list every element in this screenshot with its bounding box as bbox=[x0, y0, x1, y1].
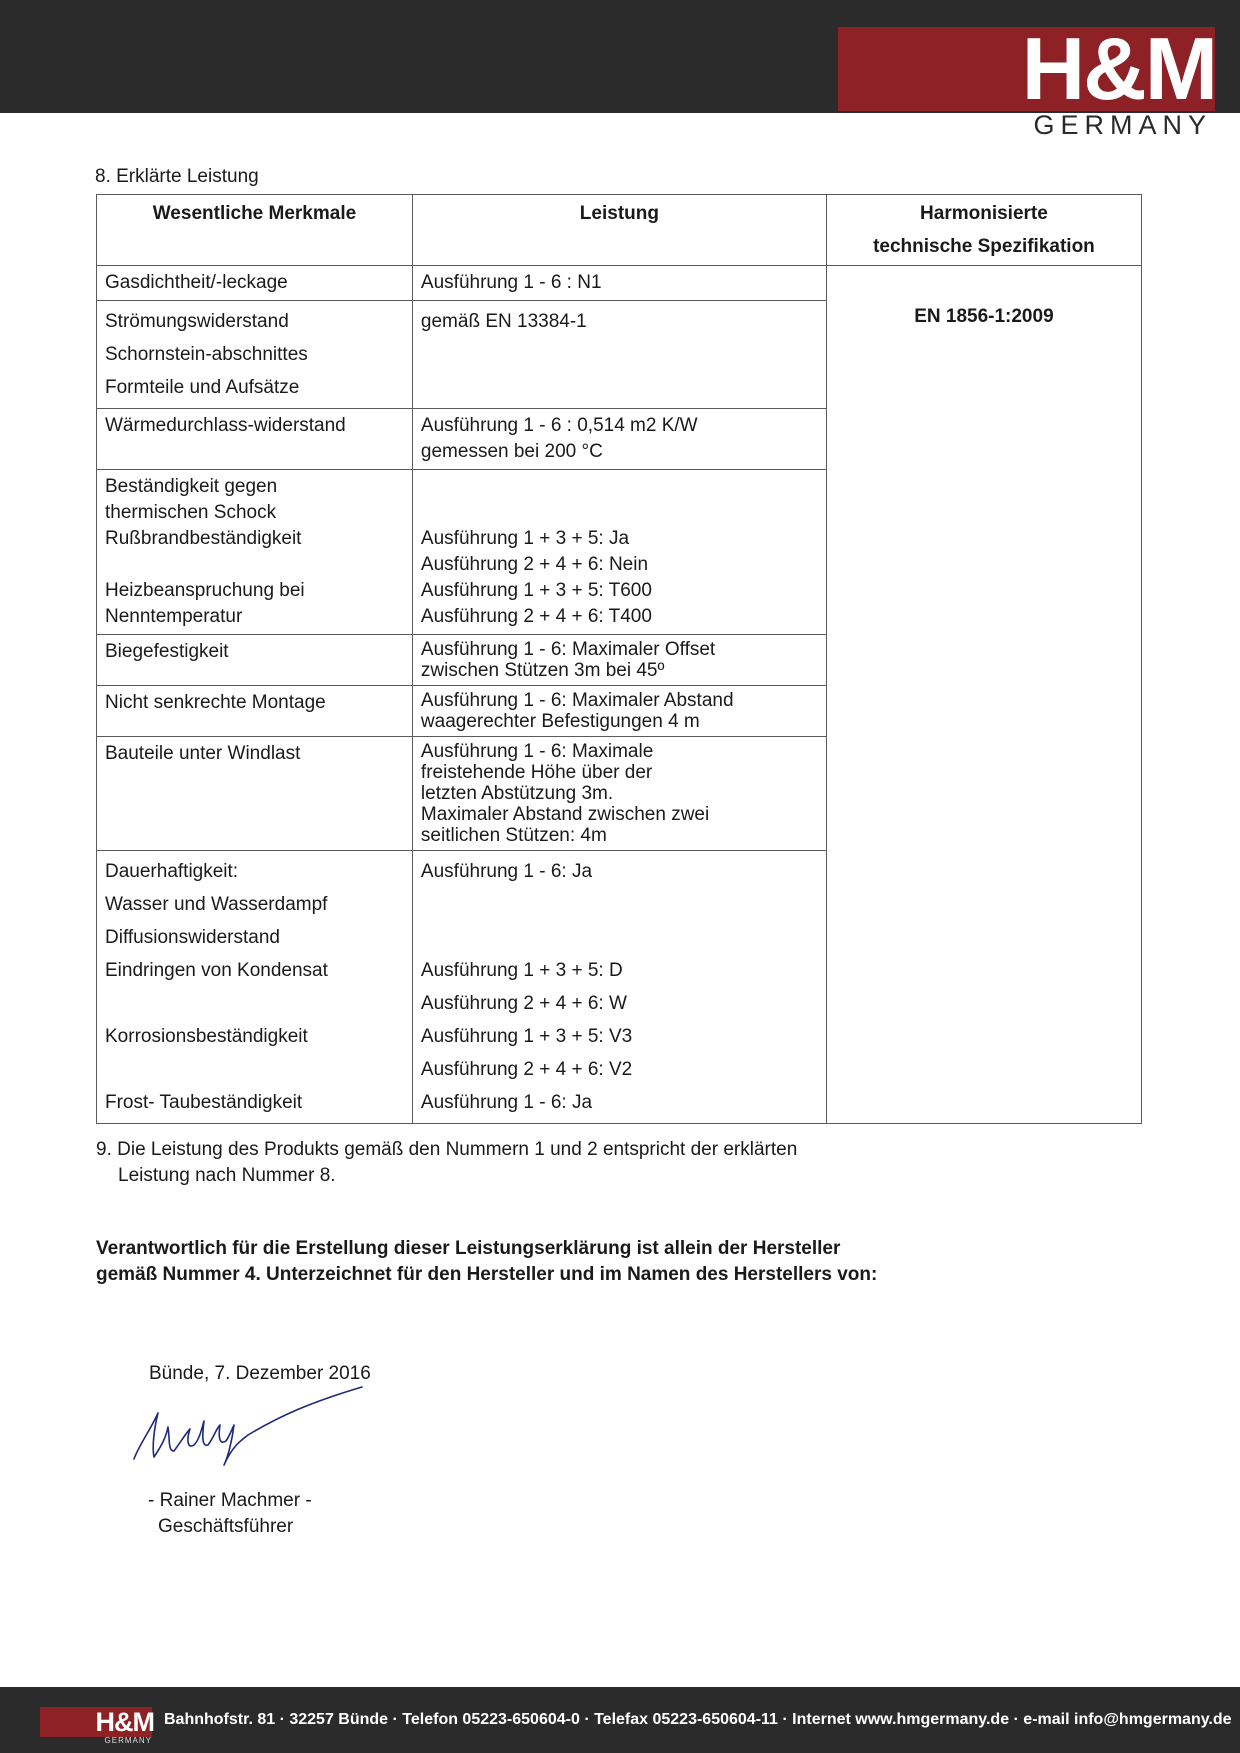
header-performance: Leistung bbox=[412, 195, 826, 266]
text-line: thermischen Schock bbox=[105, 502, 277, 523]
text-line: Ausführung 1 - 6: Maximaler Abstand bbox=[420, 690, 734, 711]
text-line: Ausführung 2 + 4 + 6: V2 bbox=[420, 1059, 633, 1080]
text-line: Ausführung 1 - 6: Ja bbox=[420, 1092, 593, 1113]
signer-name: - Rainer Machmer - bbox=[148, 1490, 312, 1511]
text-line: freistehende Höhe über der bbox=[420, 762, 653, 783]
footer-logo-subtitle: GERMANY bbox=[104, 1736, 152, 1745]
responsibility-statement bbox=[96, 1236, 877, 1288]
spacer bbox=[421, 500, 818, 526]
text-line: zwischen Stützen 3m bei 45º bbox=[420, 660, 665, 681]
brand-logo-subtitle: GERMANY bbox=[1033, 110, 1212, 140]
cell-characteristic bbox=[97, 301, 413, 409]
text-line: Ausführung 1 + 3 + 5: D bbox=[420, 960, 623, 981]
text-line: Formteile und Aufsätze bbox=[105, 377, 300, 398]
header-spec-line2: technische Spezifikation bbox=[873, 236, 1095, 257]
cell-characteristic: Biegefestigkeit bbox=[97, 635, 413, 686]
text-line: Beständigkeit gegen bbox=[105, 476, 278, 497]
text-line: Korrosionsbeständigkeit bbox=[105, 1026, 308, 1047]
cell-specification: EN 1856-1:2009 bbox=[826, 266, 1141, 1124]
statement-line: gemäß Nummer 4. Unterzeichnet für den Hersteller und im Namen des Herstellers von: bbox=[96, 1264, 878, 1285]
cell-performance bbox=[412, 409, 826, 470]
table-row bbox=[97, 266, 1142, 301]
cell-characteristic: Gasdichtheit/-leckage bbox=[97, 266, 413, 301]
text-line: Ausführung 1 + 3 + 5: T600 bbox=[420, 580, 652, 601]
text-line: Heizbeanspruchung bei bbox=[105, 580, 305, 601]
paragraph-line: 9. Die Leistung des Produkts gemäß den Nummern 1 und 2 entspricht der erklärten bbox=[96, 1139, 798, 1160]
text-line: Ausführung 2 + 4 + 6: Nein bbox=[420, 554, 649, 575]
statement-line: Verantwortlich für die Erstellung dieser Leistungserklärung ist allein der Hersteller bbox=[96, 1238, 841, 1259]
place-date: Bünde, 7. Dezember 2016 bbox=[149, 1363, 371, 1384]
cell-performance bbox=[412, 635, 826, 686]
handwritten-signature bbox=[128, 1385, 368, 1471]
cell-performance bbox=[412, 737, 826, 851]
signer-role: Geschäftsführer bbox=[158, 1516, 294, 1537]
paragraph-line: Leistung nach Nummer 8. bbox=[118, 1165, 336, 1186]
cell-characteristic bbox=[97, 851, 413, 1124]
cell-characteristic bbox=[97, 470, 413, 635]
header-characteristics: Wesentliche Merkmale bbox=[97, 195, 413, 266]
section-9-paragraph bbox=[96, 1137, 797, 1189]
table-header-row bbox=[97, 195, 1142, 266]
text-line: Nenntemperatur bbox=[105, 606, 243, 627]
text-line: Ausführung 1 + 3 + 5: Ja bbox=[420, 528, 630, 549]
spacer bbox=[105, 987, 404, 1020]
footer-contact-info: Bahnhofstr. 81 · 32257 Bünde · Telefon 05223-650604-0 · Telefax 05223-650604-11 · Internet www.hmgermany.de · e-mail info@hmgermany.de bbox=[164, 1711, 1232, 1728]
text-line: Diffusionswiderstand bbox=[105, 927, 280, 948]
text-line: waagerechter Befestigungen 4 m bbox=[420, 711, 700, 732]
text-line: gemessen bei 200 °C bbox=[420, 441, 603, 462]
text-line: Ausführung 2 + 4 + 6: T400 bbox=[420, 606, 652, 627]
performance-table bbox=[96, 194, 1142, 1124]
text-line: seitlichen Stützen: 4m bbox=[420, 825, 607, 846]
cell-characteristic: Bauteile unter Windlast bbox=[97, 737, 413, 851]
cell-characteristic: Wärmedurchlass-widerstand bbox=[97, 409, 413, 470]
text-line: Strömungswiderstand bbox=[105, 311, 289, 332]
text-line: Ausführung 1 - 6 : 0,514 m2 K/W bbox=[420, 415, 698, 436]
text-line: letzten Abstützung 3m. bbox=[420, 783, 614, 804]
cell-performance bbox=[412, 470, 826, 635]
text-line: Maximaler Abstand zwischen zwei bbox=[420, 804, 710, 825]
cell-performance bbox=[412, 686, 826, 737]
section-title: 8. Erklärte Leistung bbox=[95, 166, 259, 187]
spacer bbox=[421, 888, 818, 921]
cell-performance: Ausführung 1 - 6 : N1 bbox=[412, 266, 826, 301]
spacer bbox=[105, 552, 404, 578]
footer-logo: H&M bbox=[95, 1707, 154, 1737]
cell-performance bbox=[412, 851, 826, 1124]
header-spec-line1: Harmonisierte bbox=[920, 203, 1048, 224]
brand-logo: H&M bbox=[1021, 19, 1216, 118]
text-line: Wasser und Wasserdampf bbox=[105, 894, 328, 915]
text-line: Ausführung 1 + 3 + 5: V3 bbox=[420, 1026, 633, 1047]
text-line: Ausführung 1 - 6: Ja bbox=[420, 861, 593, 882]
text-line: Ausführung 1 - 6: Maximale bbox=[420, 741, 654, 762]
text-line: Dauerhaftigkeit: bbox=[105, 861, 239, 882]
spacer bbox=[421, 474, 818, 500]
text-line: Frost- Taubeständigkeit bbox=[105, 1092, 303, 1113]
spacer bbox=[105, 1053, 404, 1086]
text-line: Rußbrandbeständigkeit bbox=[105, 528, 302, 549]
signer-block bbox=[148, 1488, 312, 1540]
text-line: Eindringen von Kondensat bbox=[105, 960, 328, 981]
text-line: Ausführung 1 - 6: Maximaler Offset bbox=[420, 639, 716, 660]
cell-characteristic: Nicht senkrechte Montage bbox=[97, 686, 413, 737]
spacer bbox=[421, 921, 818, 954]
text-line: gemäß EN 13384-1 bbox=[420, 311, 587, 332]
cell-performance bbox=[412, 301, 826, 409]
header-specification bbox=[826, 195, 1141, 266]
text-line: Schornstein-abschnittes bbox=[105, 344, 308, 365]
text-line: Ausführung 2 + 4 + 6: W bbox=[420, 993, 627, 1014]
